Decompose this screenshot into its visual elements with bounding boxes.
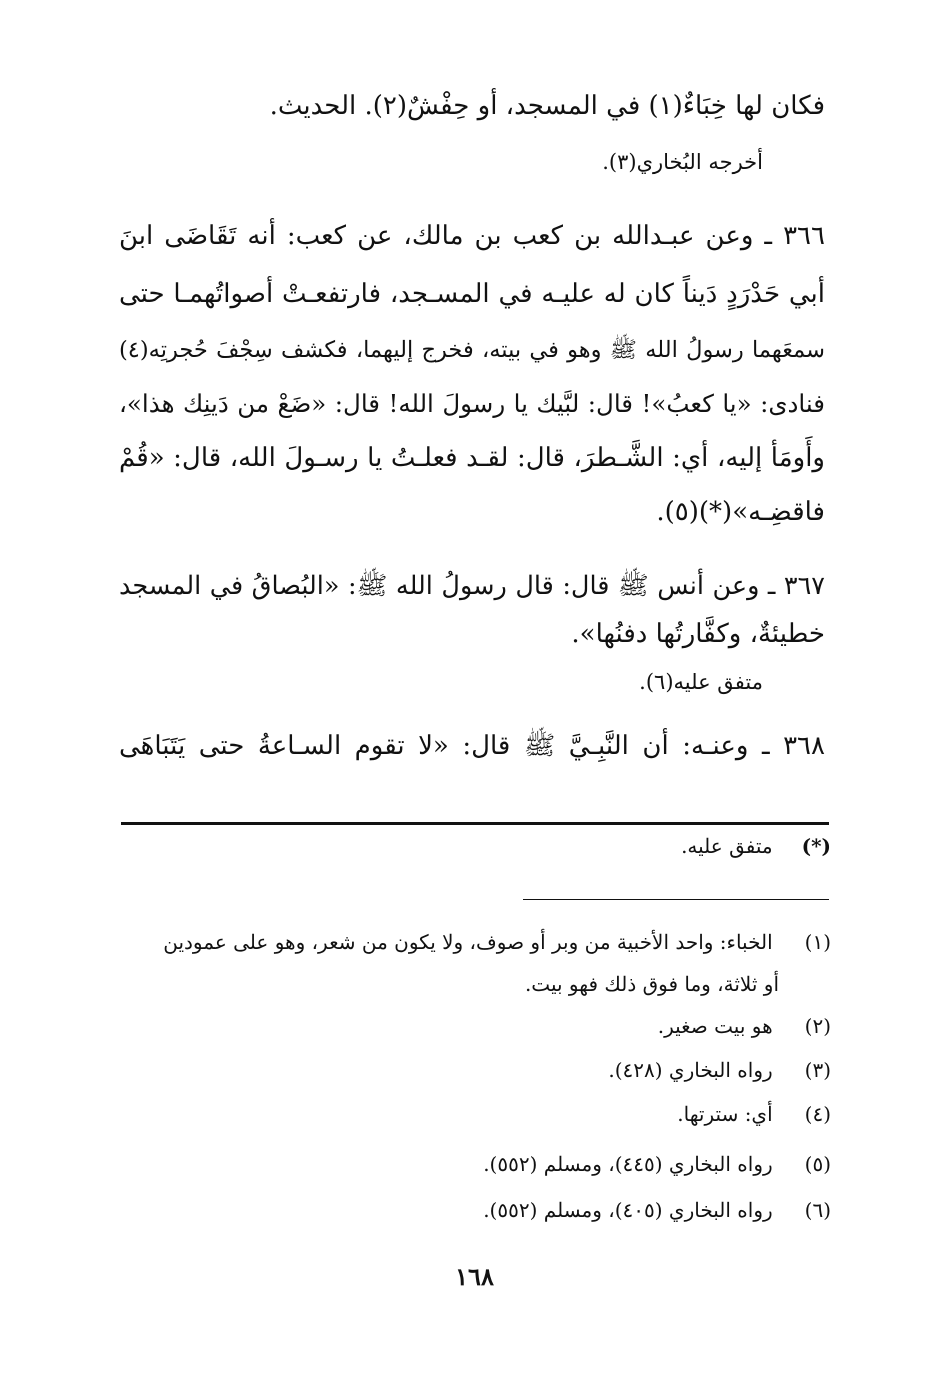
footnote-4-text: أي: سترتها. [677,1102,773,1126]
footnote-1-continuation: أو ثلاثة، وما فوق ذلك فهو بيت. [524,972,779,996]
hadith-366-line-4: فنادى: «يا كعبُ»! قال: لبَّيك يا رسولَ الله! قال: «ضَعْ من دَينِك هذا»، [119,389,825,418]
footnote-5-text: رواه البخاري (٤٤٥)، ومسلم (٥٥٢). [483,1152,773,1176]
intro-source: أخرجه البُخاري(٣). [602,150,763,174]
footnote-2-text: هو بيت صغير. [657,1014,773,1038]
hadith-366-line-6: فاقضِـه»(*)(٥). [656,497,825,527]
hadith-366-line-2: أبي حَدْرَدٍ دَيناً كان له عليـه في المسـجد، فارتفعـتْ أصواتُهمـا حتى [119,279,825,309]
footnote-separator-thin [523,899,829,900]
footnote-1-text: الخباء: واحد الأخبية من وبر أو صوف، ولا يكون من شعر، وهو على عمودين [163,930,773,954]
footnote-3-marker: (٣) [804,1058,831,1082]
hadith-367-line-2: خطيئةٌ، وكفَّارتُها دفنُها». [571,619,825,649]
footnote-4-marker: (٤) [804,1102,831,1126]
footnote-4 [119,1098,831,1130]
footnote-2 [119,1010,831,1042]
intro-line: فكان لها خِبَاءٌ(١) في المسجد، أو حِفْشٌ(٢). الحديث. [269,91,825,121]
footnote-3-text: رواه البخاري (٤٢٨). [608,1058,773,1082]
footnote-2-marker: (٢) [804,1014,831,1038]
footnote-6 [119,1194,831,1226]
footnote-star [119,830,831,862]
footnote-6-text: رواه البخاري (٤٠٥)، ومسلم (٥٥٢). [483,1198,773,1222]
footnote-5 [119,1148,831,1180]
footnote-separator-thick [121,822,829,825]
footnote-5-marker: (٥) [804,1152,831,1176]
hadith-367-line-1: ٣٦٧ ـ وعن أنس ﷺ قال: قال رسولُ الله ﷺ: «البُصاقُ في المسجد [119,571,825,601]
hadith-366-line-5: وأَومَأ إليه، أي: الشَّـطرَ، قال: لقـد فعلـتُ يا رسـولَ الله، قال: «قُمْ [119,443,825,473]
footnote-star-text: متفق عليه. [681,834,773,858]
page-number: ١٦٨ [455,1262,494,1291]
footnote-1-marker: (١) [804,930,831,954]
footnote-6-marker: (٦) [804,1198,831,1222]
footnote-1 [119,926,831,958]
footnote-star-marker: (*) [801,834,831,858]
footnote-3 [119,1054,831,1086]
hadith-366-line-1: ٣٦٦ ـ وعن عبـدالله بن كعب بن مالك، عن كعب: أنه تَقَاضَى ابنَ [119,221,825,251]
hadith-367-source: متفق عليه(٦). [639,670,763,694]
hadith-368-line-1: ٣٦٨ ـ وعنـه: أن النَّبِـيَّ ﷺ قال: «لا تقوم السـاعةُ حتى يَتَبَاهَى [119,731,825,761]
hadith-366-line-3: سمعَهما رسولُ الله ﷺ وهو في بيته، فخرج إليهما، فكشف سِجْفَ حُجرتِه(٤) [119,337,825,363]
